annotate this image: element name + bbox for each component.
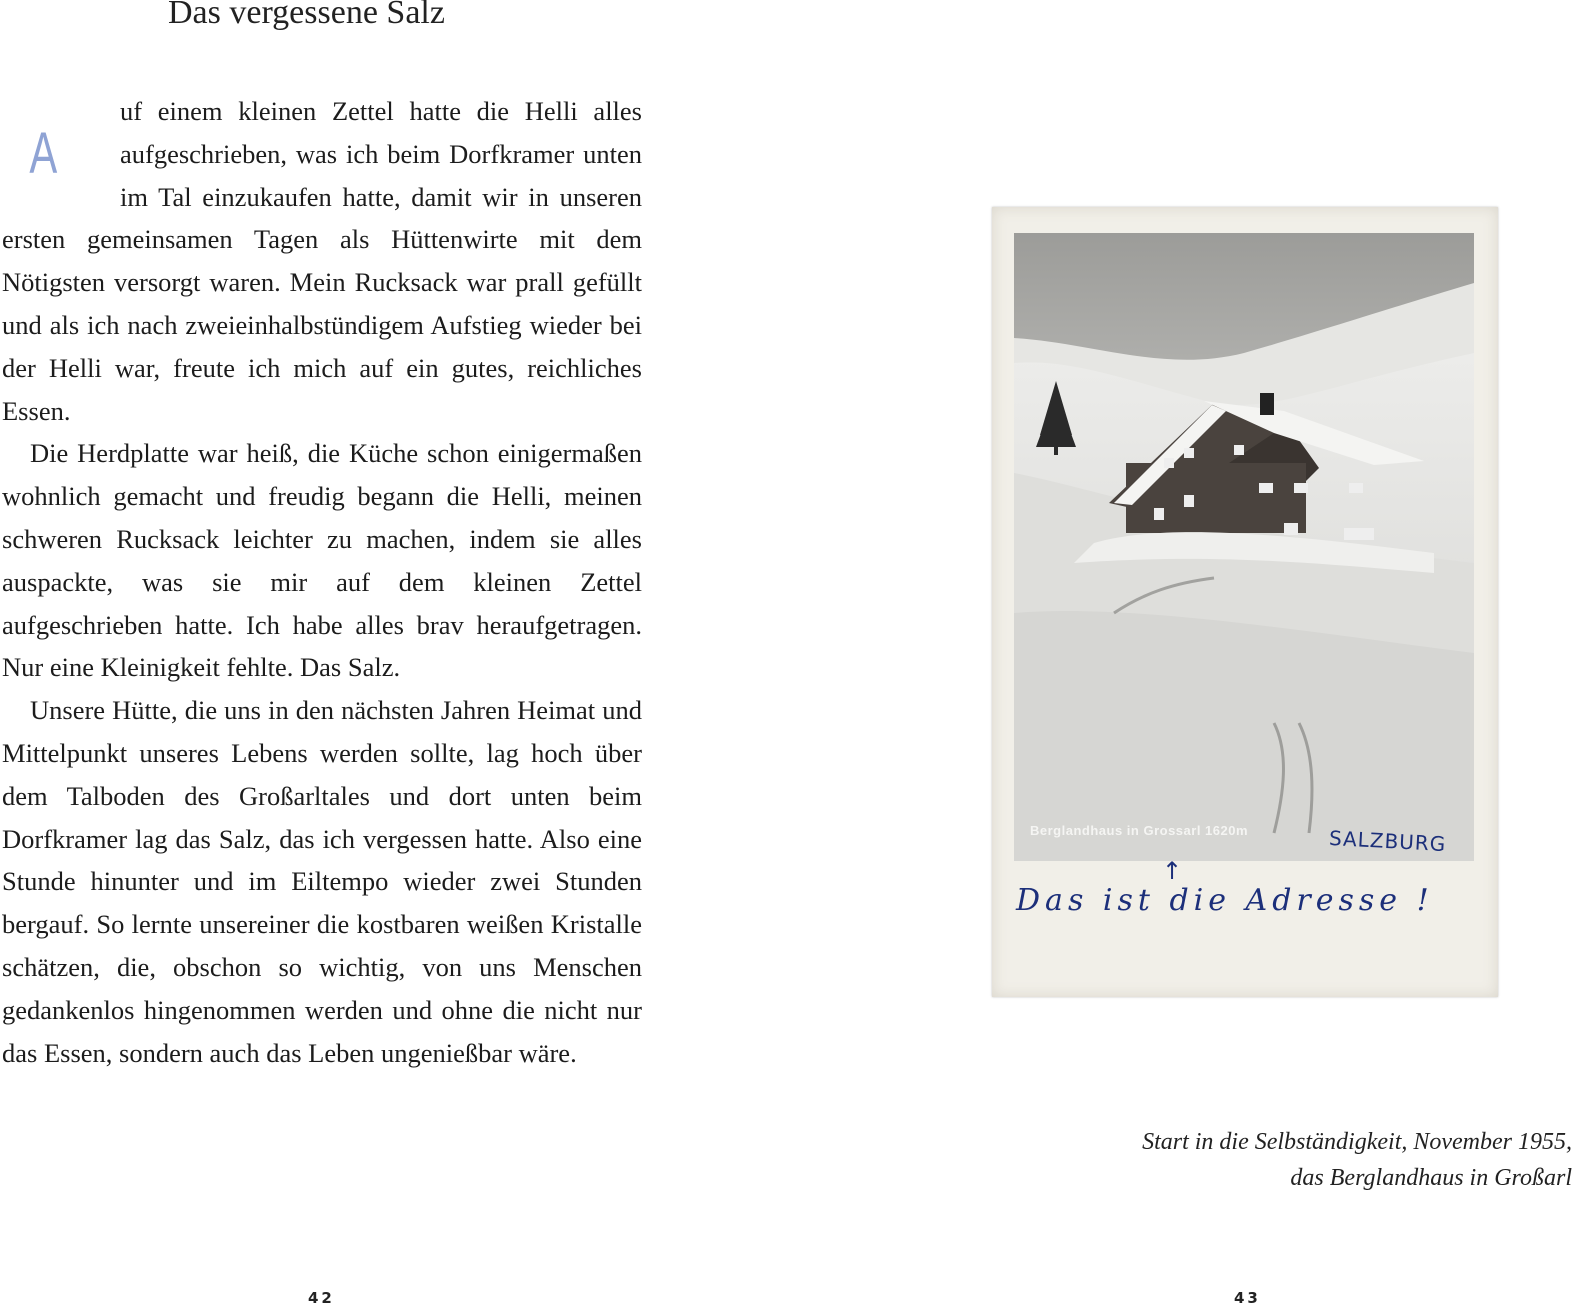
handwritten-salzburg: SALZBURG [1328, 825, 1447, 857]
photo-caption [1052, 1124, 1572, 1196]
right-page [786, 0, 1572, 1309]
paragraph-3: Unsere Hütte, die uns in den nächsten Jahren Heimat und Mittelpunkt unseres Lebens werden sollte, lag hoch über dem Talboden des Großarltales und dort unten beim Dorfkramer lag das Salz, das ich vergessen hatte. Also eine Stunde hinunter und im Eiltempo wieder zwei Stunden bergauf. So lernte unsereiner die kostbaren weißen Kristalle schätzen, die, obschon so wichtig, von uns Menschen gedankenlos hingenommen werden und ohne die nicht nur das Essen, sondern auch das Leben ungenießbar wäre. [2, 695, 642, 1068]
drop-cap: A [29, 121, 58, 186]
winter-chalet-photo [1014, 233, 1474, 861]
caption-line-1: Start in die Selbständigkeit, November 1955, [1142, 1129, 1572, 1155]
postcard-photo [1014, 233, 1474, 861]
page-number-left: 42 [308, 1289, 335, 1307]
caption-line-2: das Berglandhaus in Großarl [1290, 1165, 1572, 1191]
postcard [992, 207, 1498, 997]
page-number-right: 43 [1234, 1289, 1261, 1307]
chapter-title: Das vergessene Salz [168, 0, 445, 31]
handwritten-arrow-icon: ↑ [1162, 857, 1183, 885]
body-text [2, 90, 642, 1074]
handwritten-note: Das ist die Adresse ! [1016, 883, 1434, 918]
paragraph-1: uf einem kleinen Zettel hatte die Helli alles aufgeschrieben, was ich beim Dorfkramer unten im Tal einzukaufen hatte, damit wir in unseren ersten gemeinsamen Tagen als Hüttenwirte mit dem Nötigsten versorgt waren. Mein Rucksack war prall gefüllt und als ich nach zweieinhalbstündigem Aufstieg wieder bei der Helli war, freute ich mich auf ein gutes, reichliches Essen. [2, 96, 642, 426]
printed-photo-caption: Berglandhaus in Grossarl 1620m [1030, 823, 1249, 838]
paragraph-2: Die Herdplatte war heiß, die Küche schon einigermaßen wohnlich gemacht und freudig begann die Helli, meinen schweren Rucksack leichter zu machen, indem sie alles auspackte, was sie mir auf dem kleinen Zettel aufgeschrieben hatte. Ich habe alles brav heraufgetragen. Nur eine Kleinigkeit fehlte. Das Salz. [2, 438, 642, 683]
